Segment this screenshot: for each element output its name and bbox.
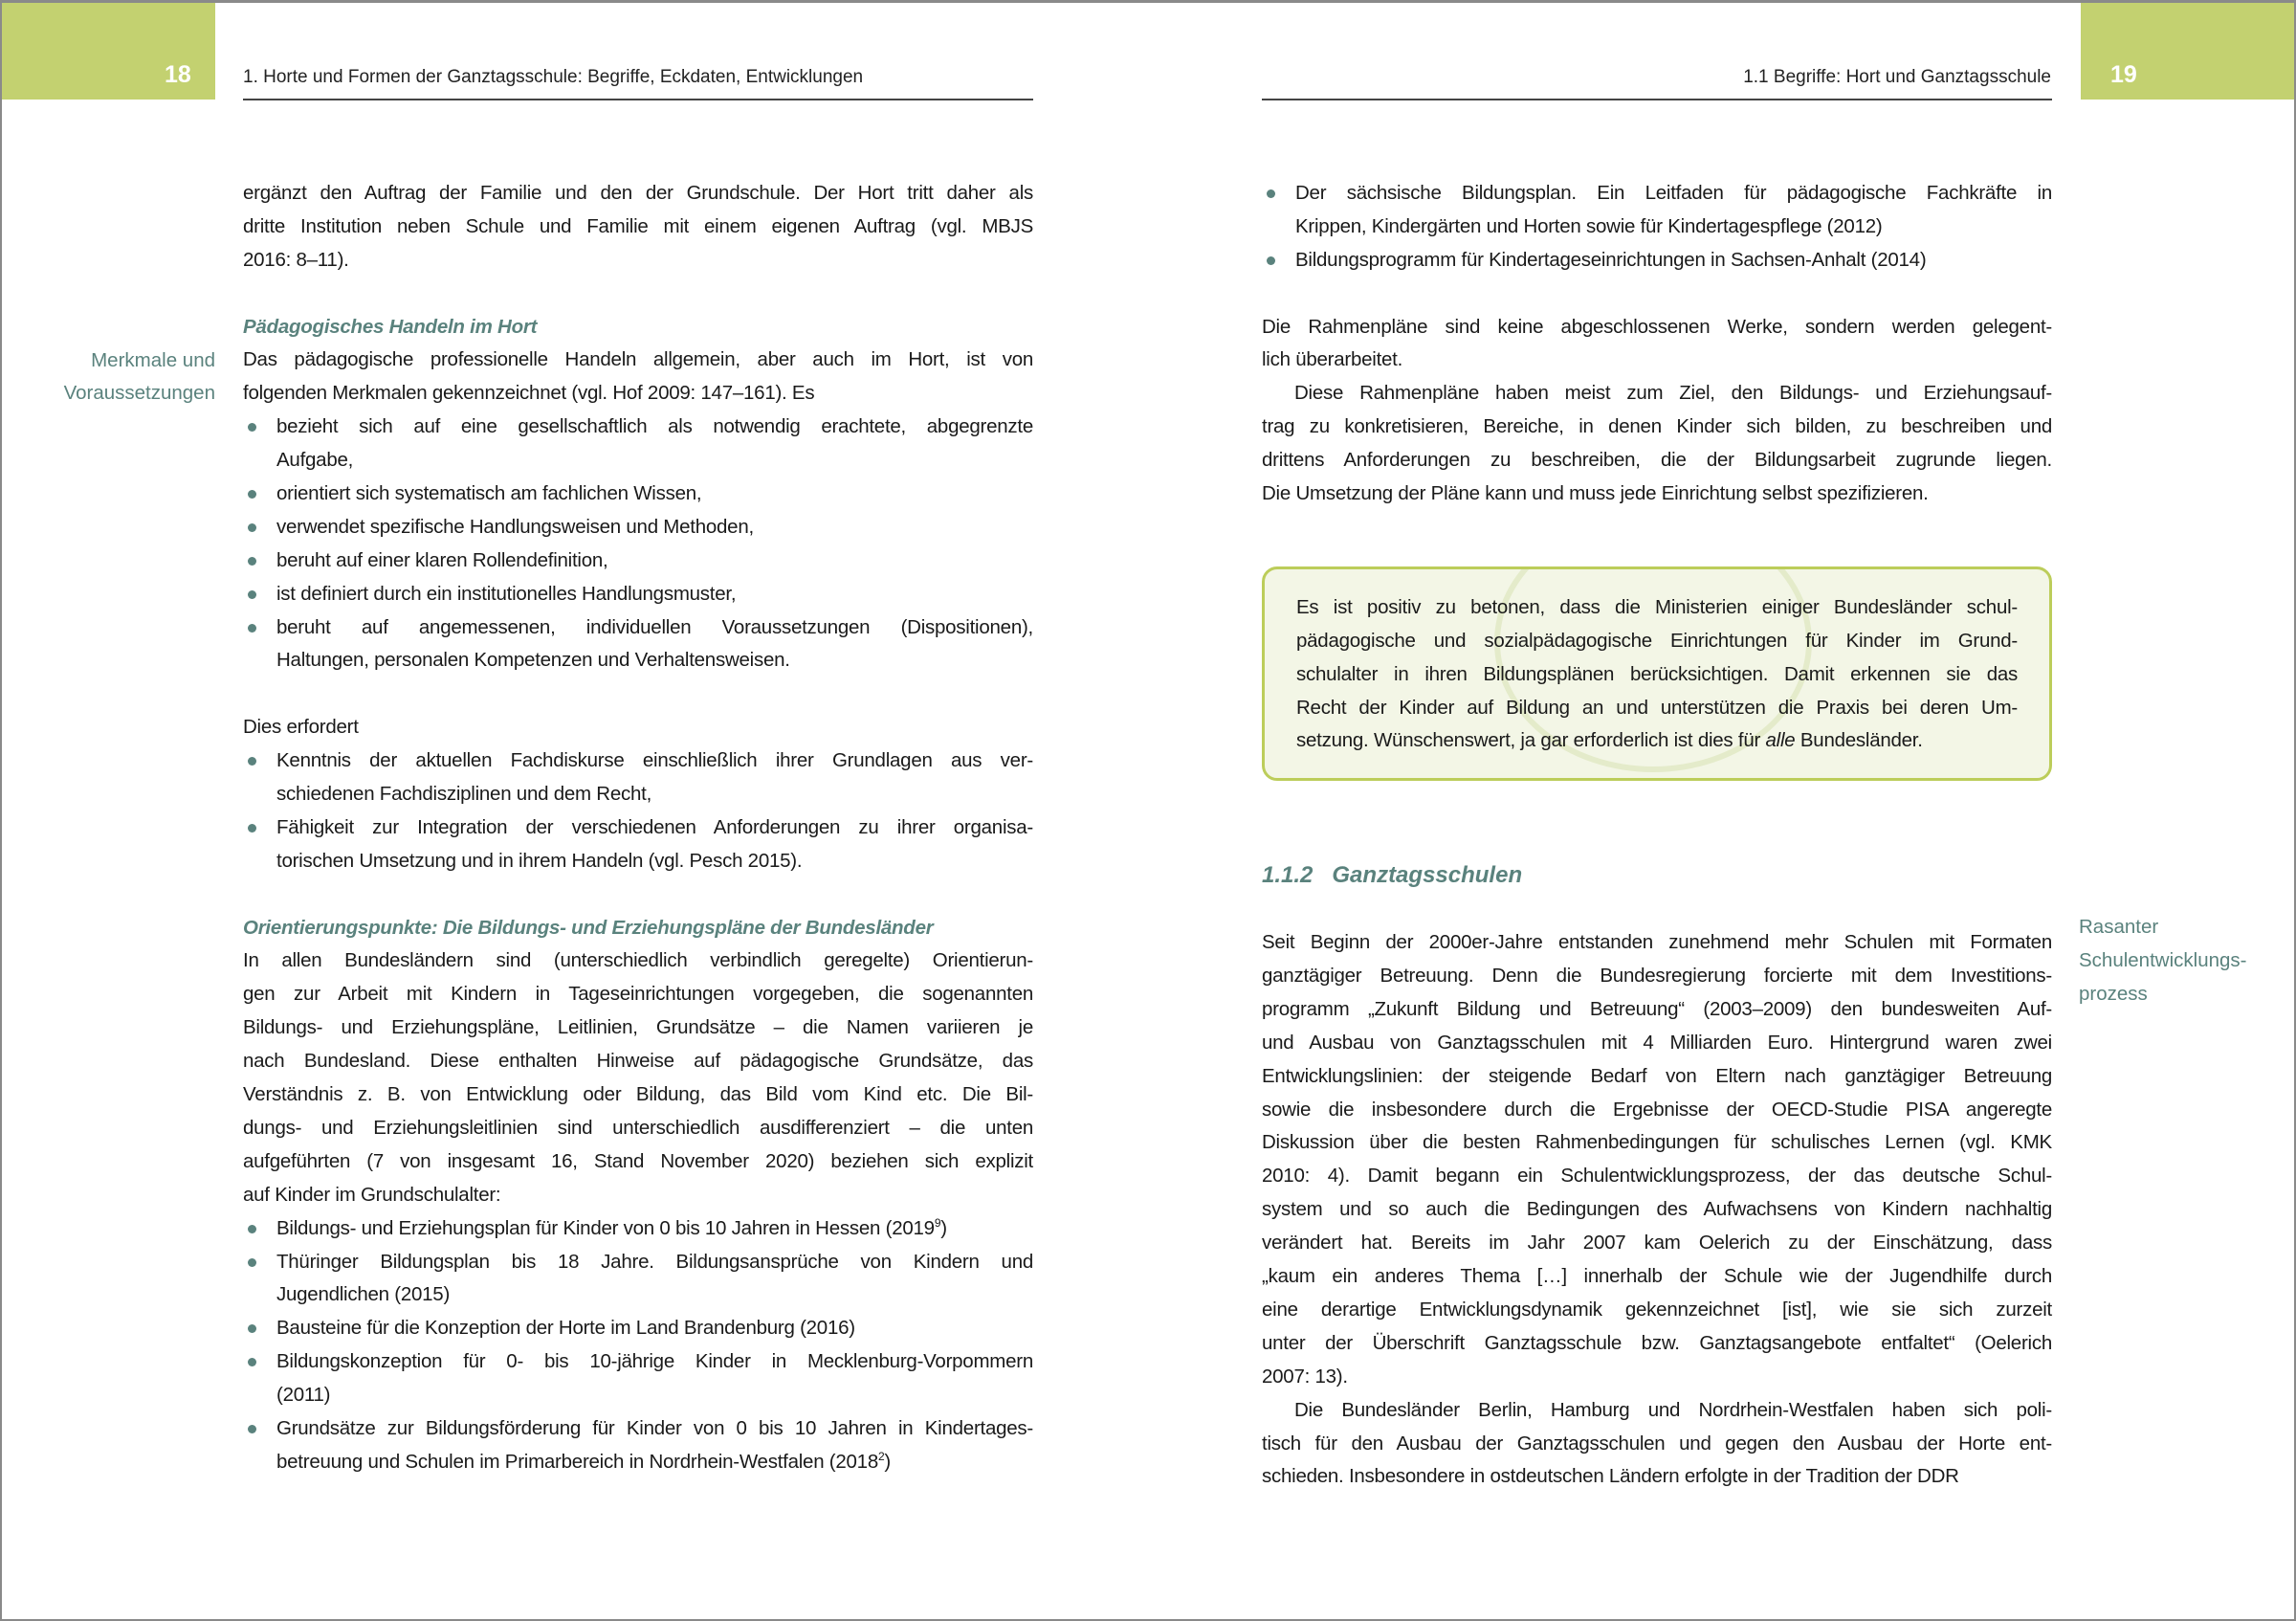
text-line: Bildungsprogramm für Kindertageseinrichtungen in Sachsen-Anhalt (2014) — [1295, 248, 1927, 271]
text-line: ist definiert durch ein institutionelles Handlungsmuster, — [276, 582, 737, 605]
text-line — [276, 1212, 1033, 1246]
bullet-icon — [1267, 189, 1275, 198]
paragraph — [1262, 926, 2052, 1393]
list-item — [243, 1212, 1033, 1246]
paragraph — [243, 344, 1033, 411]
text-segment: betreuung und Schulen im Primarbereich in Nordrhein-Westfalen (2018 — [276, 1450, 878, 1473]
text-line: bezieht sich auf eine gesellschaftlich als notwendig erachtete, abgegrenzte — [276, 415, 1033, 438]
text-line: dungs- und Erziehungsleitlinien sind unterschiedlich ausdifferenziert – die unten — [243, 1116, 1033, 1139]
text-line: eine derartige Entwicklungsdynamik gekennzeichnet [ist], wie sie sich zurzeit — [1262, 1298, 2052, 1321]
text-line: Bildungs- und Erziehungspläne, Leitlinien, Grundsätze – die Namen variieren je — [243, 1016, 1033, 1039]
highlight-box — [1262, 566, 2052, 781]
text-line: 2016: 8–11). — [243, 248, 349, 271]
text-line: drittens Anforderungen zu beschreiben, die der Bildungsarbeit zugrunde liegen. — [1262, 449, 2052, 472]
bullet-icon — [248, 523, 256, 532]
text-line: Jugendlichen (2015) — [276, 1283, 451, 1306]
text-line: 2007: 13). — [1262, 1365, 1348, 1388]
list-item — [243, 411, 1033, 477]
bullet-list — [243, 744, 1033, 878]
text-line: Dies erfordert — [243, 716, 359, 739]
subheading — [243, 912, 1033, 945]
bullet-icon — [248, 1358, 256, 1366]
text-segment: alle — [1765, 729, 1796, 752]
text-line: verwendet spezifische Handlungsweisen und Methoden, — [276, 515, 754, 538]
list-item — [243, 578, 1033, 611]
text-line: lich überarbeitet. — [1262, 348, 1403, 371]
text-segment: Bildungs- und Erziehungsplan für Kinder von 0 bis 10 Jahren in Hessen (2019 — [276, 1216, 935, 1239]
text-line: Grundsätze zur Bildungsförderung für Kinder von 0 bis 10 Jahren in Kindertages- — [276, 1416, 1033, 1439]
bullet-icon — [248, 1425, 256, 1433]
text-line: gen zur Arbeit mit Kindern in Tageseinrichtungen vorgegeben, die sogenannten — [243, 983, 1033, 1006]
page-number-right: 19 — [2110, 61, 2137, 88]
text-line: Rasanter — [2079, 916, 2159, 938]
text-line: Diskussion über die besten Rahmenbedingungen für schulisches Lernen (vgl. KMK — [1262, 1131, 2052, 1154]
box-text — [1296, 591, 2018, 758]
text-line: und Ausbau von Ganztagsschulen mit 4 Milliarden Euro. Hintergrund waren zwei — [1262, 1031, 2052, 1054]
text-line: beruht auf einer klaren Rollendefinition, — [276, 548, 608, 571]
text-line: folgenden Merkmalen gekennzeichnet (vgl. Hof 2009: 147–161). Es — [243, 382, 815, 405]
text-line: verändert hat. Bereits im Jahr 2007 kam Oelerich zu der Einschätzung, dass — [1262, 1232, 2052, 1255]
bullet-icon — [248, 624, 256, 633]
right-page-body — [1262, 177, 2052, 1494]
text-line: Die Bundesländer Berlin, Hamburg und Nordrhein-Westfalen haben sich poli- — [1294, 1398, 2052, 1421]
list-item — [243, 1345, 1033, 1412]
paragraph — [1262, 377, 2052, 511]
text-line: Krippen, Kindergärten und Horten sowie für Kindertagespflege (2012) — [1295, 214, 1883, 237]
text-line: In allen Bundesländern sind (unterschiedlich verbindlich geregelte) Orientierun- — [243, 949, 1033, 972]
text-line: tisch für den Ausbau der Ganztagsschulen und gegen den Ausbau der Horte ent- — [1262, 1432, 2052, 1454]
bullet-icon — [248, 557, 256, 566]
bullet-list — [1262, 177, 2052, 278]
text-line: Schulentwicklungs- — [2079, 948, 2247, 971]
text-line — [1296, 724, 2018, 758]
text-line: Aufgabe, — [276, 449, 354, 472]
subheading — [243, 311, 1033, 344]
bullet-icon — [248, 824, 256, 833]
text-line: Thüringer Bildungsplan bis 18 Jahre. Bildungsansprüche von Kindern und — [276, 1250, 1033, 1273]
text-line: Die Umsetzung der Pläne kann und muss jede Einrichtung selbst spezifizieren. — [1262, 482, 1929, 505]
text-line: Orientierungspunkte: Die Bildungs- und Erziehungspläne der Bundesländer — [243, 916, 934, 939]
text-line: unter der Überschrift Ganztagsschule bzw. Ganztagsangebote entfaltet“ (Oelerich — [1262, 1331, 2052, 1354]
text-line: programm „Zukunft Bildung und Betreuung“ (2003–2009) den bundesweiten Auf- — [1262, 997, 2052, 1020]
running-head-left: 1. Horte und Formen der Ganztagsschule: Begriffe, Eckdaten, Entwicklungen — [243, 67, 864, 87]
text-line: Kenntnis der aktuellen Fachdiskurse einschließlich ihrer Grundlagen aus ver- — [276, 749, 1033, 772]
text-line: Verständnis z. B. von Entwicklung oder Bildung, das Bild vom Kind etc. Die Bil- — [243, 1083, 1033, 1106]
list-item — [243, 611, 1033, 678]
header-rule-left — [243, 99, 1033, 100]
list-item — [243, 544, 1033, 578]
list-item — [243, 811, 1033, 878]
list-item — [243, 1246, 1033, 1313]
text-line: Entwicklungslinien: der steigende Bedarf von Eltern nach ganztägiger Betreuung — [1262, 1064, 2052, 1087]
text-line: orientiert sich systematisch am fachlichen Wissen, — [276, 482, 702, 505]
header-rule-right — [1262, 99, 2052, 100]
text-line: system und so auch die Bedingungen des Aufwachsens von Kindern nachhaltig — [1262, 1198, 2052, 1221]
list-item — [243, 511, 1033, 544]
text-line: Seit Beginn der 2000er-Jahre entstanden zunehmend mehr Schulen mit Formaten — [1262, 931, 2052, 954]
list-item — [243, 477, 1033, 511]
text-segment: ) — [940, 1216, 947, 1239]
margin-note-left — [64, 344, 215, 411]
paragraph — [243, 944, 1033, 1211]
paragraph — [1262, 311, 2052, 378]
text-line: schulalter in ihren Bildungsplänen berücksichtigen. Damit erkennen sie das — [1296, 662, 2018, 685]
text-line: Pädagogisches Handeln im Hort — [243, 315, 538, 338]
paragraph — [243, 177, 1033, 278]
paragraph — [1262, 1394, 2052, 1495]
text-line: Bausteine für die Konzeption der Horte im Land Brandenburg (2016) — [276, 1317, 855, 1340]
section-number: 1.1.2 — [1262, 862, 1314, 889]
text-line: (2011) — [276, 1384, 331, 1407]
text-line: Es ist positiv zu betonen, dass die Ministerien einiger Bundesländer schul- — [1296, 595, 2018, 618]
text-line: pädagogische und sozialpädagogische Einrichtungen für Kinder im Grund- — [1296, 629, 2018, 652]
bullet-icon — [248, 1324, 256, 1333]
footnote-ref: 2 — [877, 1450, 885, 1464]
text-line: torischen Umsetzung und in ihrem Handeln (vgl. Pesch 2015). — [276, 849, 803, 872]
text-line: Die Rahmenpläne sind keine abgeschlossenen Werke, sondern werden gelegent- — [1262, 315, 2052, 338]
text-line: trag zu konkretisieren, Bereiche, in denen Kinder sich bilden, zu beschreiben und — [1262, 415, 2052, 438]
bullet-icon — [248, 590, 256, 599]
text-line: Der sächsische Bildungsplan. Ein Leitfaden für pädagogische Fachkräfte in — [1295, 182, 2052, 204]
text-segment: ) — [884, 1450, 891, 1473]
text-line: Voraussetzungen — [63, 382, 215, 405]
list-item — [243, 1412, 1033, 1479]
page-number-left: 18 — [165, 61, 191, 88]
section-heading — [1262, 859, 2052, 893]
bullet-icon — [248, 1225, 256, 1233]
footnote-ref: 9 — [934, 1215, 941, 1230]
text-segment: setzung. Wünschenswert, ja gar erforderlich ist dies für — [1296, 729, 1766, 752]
list-item — [243, 744, 1033, 811]
bullet-icon — [1267, 256, 1275, 265]
bullet-list — [243, 411, 1033, 677]
bullet-icon — [248, 757, 256, 766]
text-line: Diese Rahmenpläne haben meist zum Ziel, den Bildungs- und Erziehungsauf- — [1294, 382, 2052, 405]
text-line: Recht der Kinder auf Bildung an und unterstützen die Praxis bei deren Um- — [1296, 696, 2018, 719]
list-item — [1262, 177, 2052, 244]
text-segment: Bundesländer. — [1795, 729, 1923, 752]
bullet-list — [243, 1212, 1033, 1479]
text-line: ergänzt den Auftrag der Familie und den der Grundschule. Der Hort tritt daher als — [243, 182, 1033, 204]
text-line — [276, 1446, 1033, 1479]
text-line: sowie die insbesondere durch die Ergebnisse der OECD-Studie PISA angeregte — [1262, 1098, 2052, 1121]
section-title: Ganztagsschulen — [1332, 862, 1523, 889]
bullet-icon — [248, 423, 256, 432]
bullet-icon — [248, 490, 256, 499]
text-line: Haltungen, personalen Kompetenzen und Verhaltensweisen. — [276, 649, 790, 672]
text-line: prozess — [2079, 982, 2148, 1005]
text-line: Bildungskonzeption für 0- bis 10-jährige Kinder in Mecklenburg-Vorpommern — [276, 1350, 1033, 1373]
text-line: Das pädagogische professionelle Handeln allgemein, aber auch im Hort, ist von — [243, 348, 1033, 371]
margin-note-right — [2079, 911, 2246, 1011]
text-line: ganztägiger Betreuung. Denn die Bundesregierung forcierte mit dem Investitions- — [1262, 965, 2052, 988]
text-line: auf Kinder im Grundschulalter: — [243, 1183, 501, 1206]
text-line: schieden. Insbesondere in ostdeutschen Ländern erfolgte in der Tradition der DDR — [1262, 1465, 1959, 1488]
text-line: Merkmale und — [91, 348, 215, 371]
left-page-body — [243, 177, 1033, 1479]
running-head-right: 1.1 Begriffe: Hort und Ganztagsschule — [1743, 67, 2051, 87]
text-line: „kaum ein anderes Thema […] innerhalb der Schule wie der Jugendhilfe durch — [1262, 1265, 2052, 1288]
text-line: dritte Institution neben Schule und Familie mit einem eigenen Auftrag (vgl. MBJS — [243, 214, 1033, 237]
text-line: Fähigkeit zur Integration der verschiedenen Anforderungen zu ihrer organisa- — [276, 815, 1033, 838]
list-item — [243, 1312, 1033, 1345]
list-item — [1262, 244, 2052, 278]
bullet-icon — [248, 1258, 256, 1267]
text-line: nach Bundesland. Diese enthalten Hinweise auf pädagogische Grundsätze, das — [243, 1050, 1033, 1073]
text-line: beruht auf angemessenen, individuellen Voraussetzungen (Dispositionen), — [276, 615, 1033, 638]
paragraph — [243, 711, 1033, 744]
text-line: schiedenen Fachdisziplinen und dem Recht, — [276, 783, 652, 806]
text-line: 2010: 4). Damit begann ein Schulentwicklungsprozess, der das deutsche Schul- — [1262, 1165, 2052, 1188]
text-line: aufgeführten (7 von insgesamt 16, Stand November 2020) beziehen sich explizit — [243, 1149, 1033, 1172]
